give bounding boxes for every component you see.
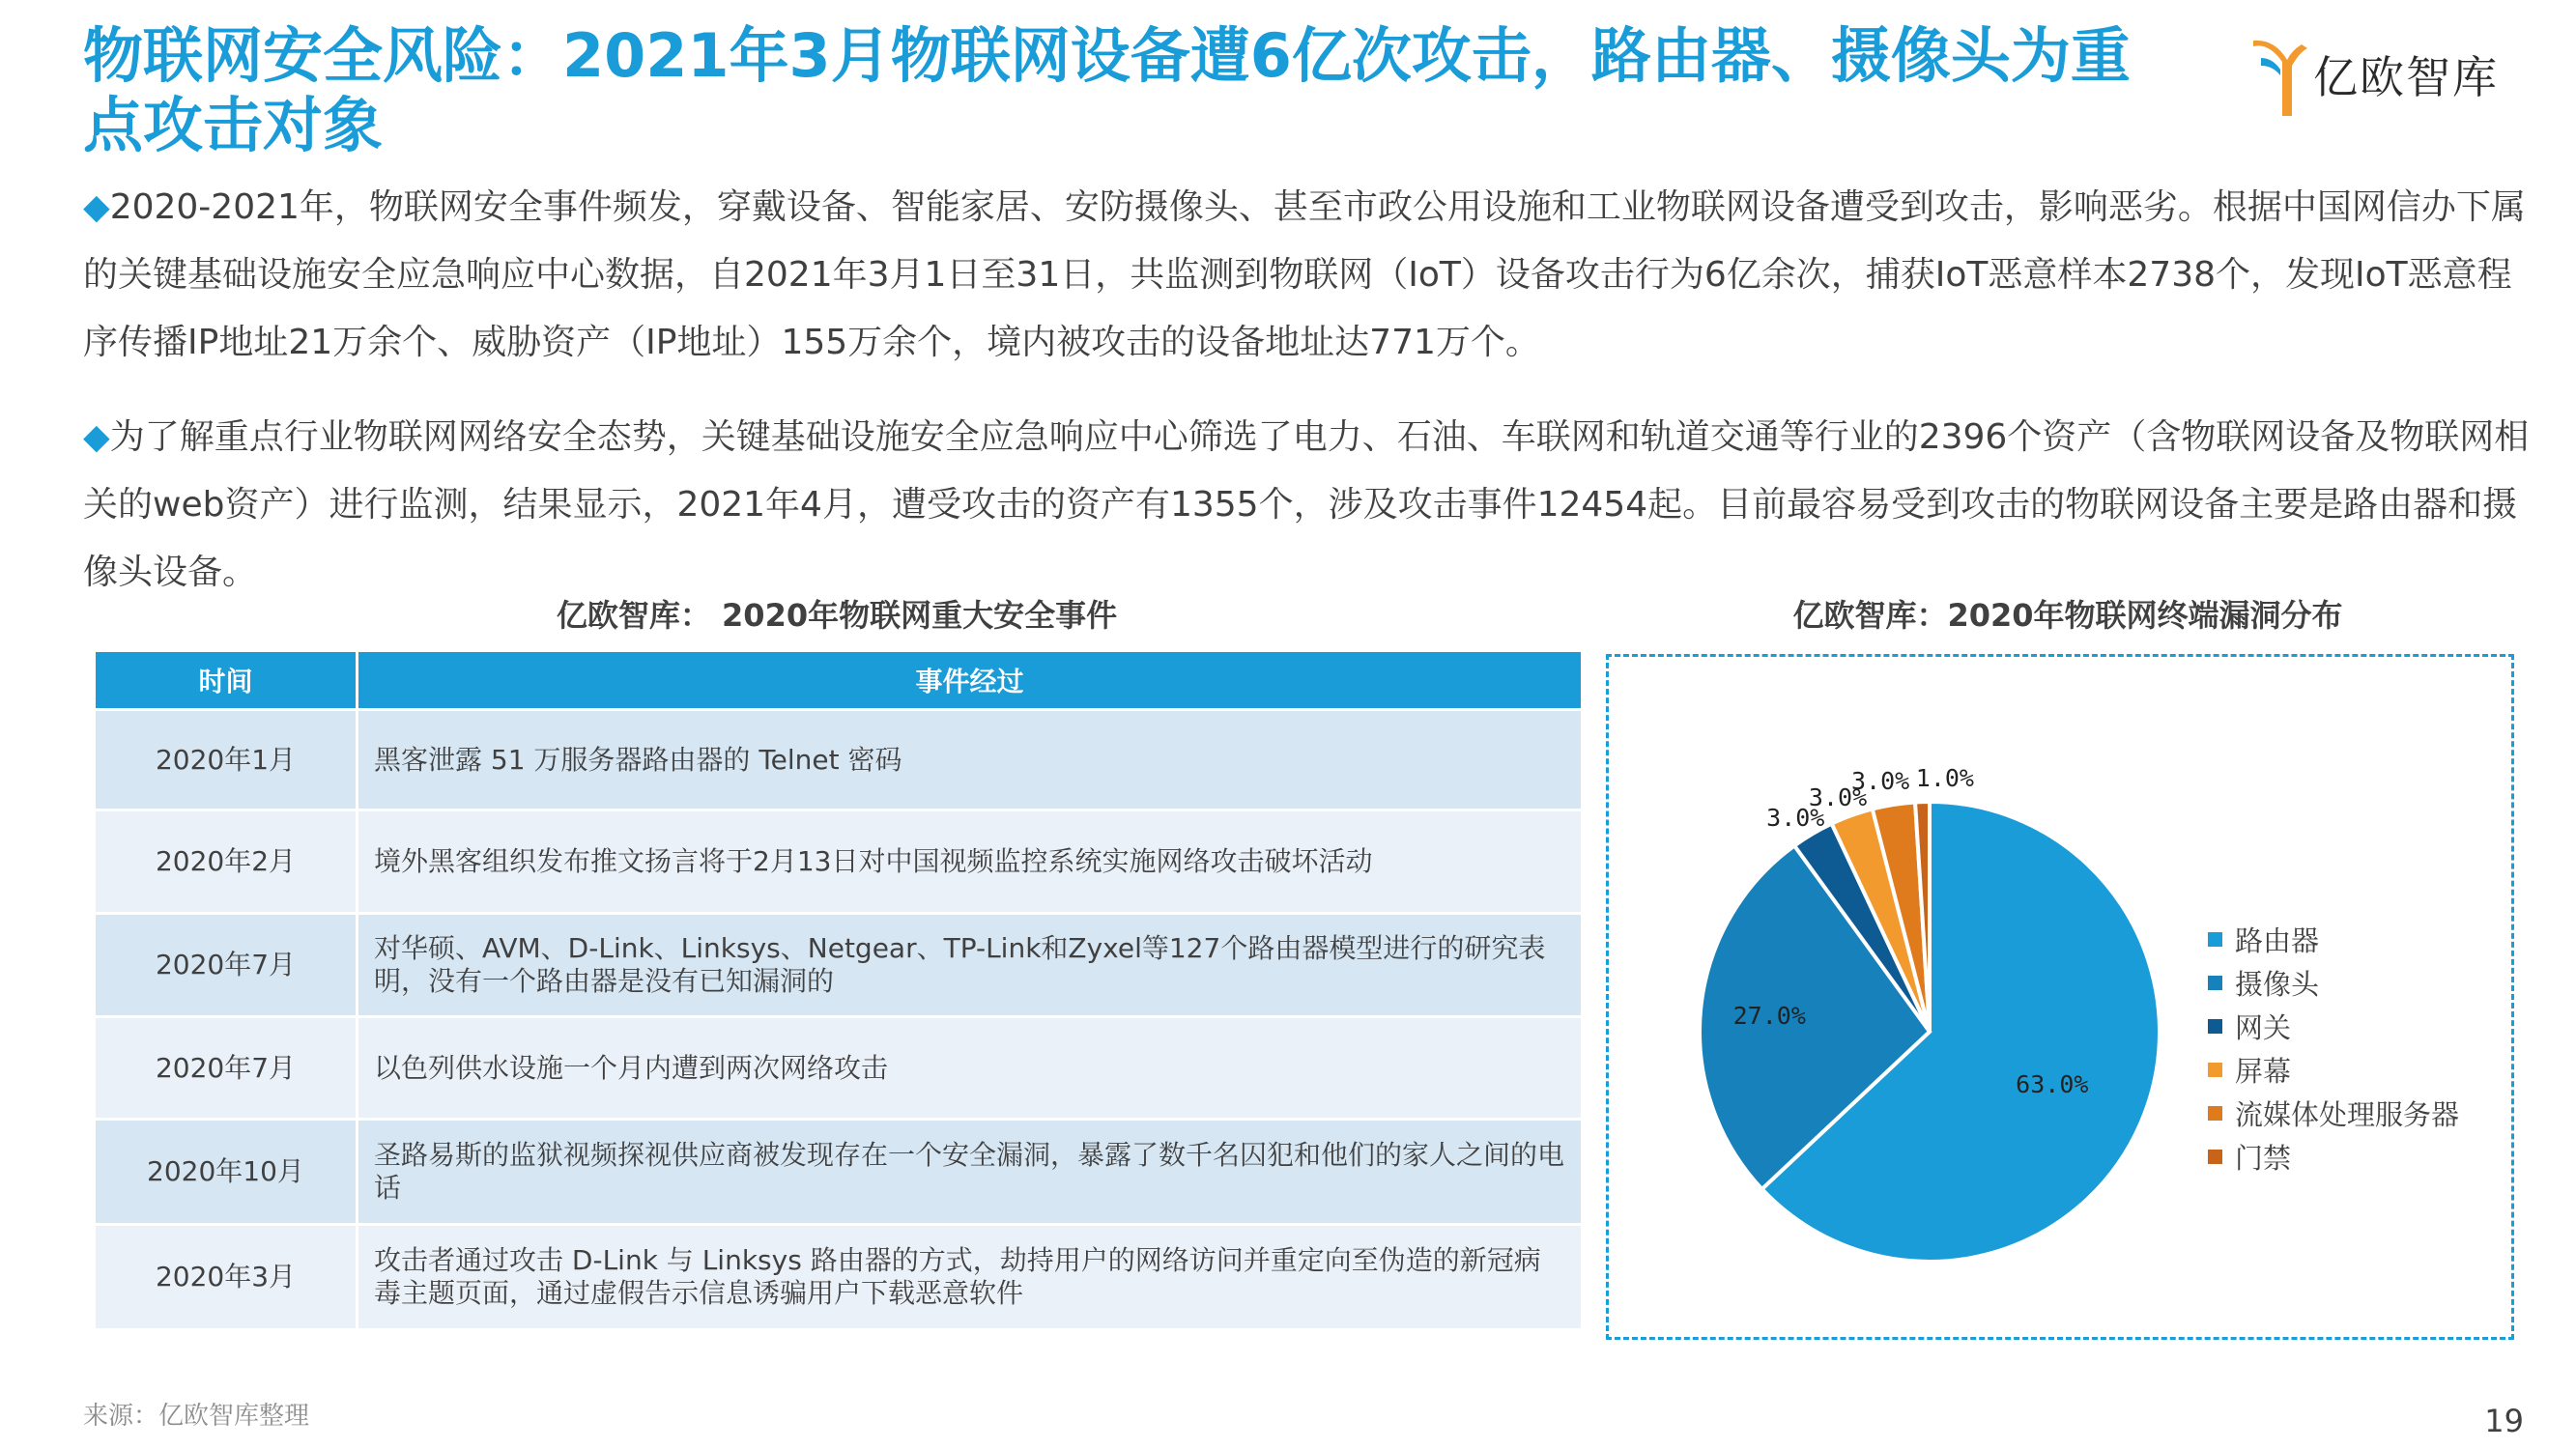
header-event: 事件经过 <box>358 651 1583 710</box>
legend-item <box>2208 1092 2459 1135</box>
table-row <box>95 1120 1583 1225</box>
time-cell: 2020年3月 <box>95 1225 358 1330</box>
event-cell: 以色列供水设施一个月内遭到两次网络攻击 <box>358 1017 1583 1120</box>
paragraph-2 <box>83 404 2537 607</box>
pie-value-label: 3.0% <box>1766 803 1825 832</box>
table-caption: 亿欧智库： 2020年物联网重大安全事件 <box>556 597 1118 634</box>
time-cell: 2020年7月 <box>95 1017 358 1120</box>
brand-logo <box>2251 37 2541 124</box>
page-title: 物联网安全风险：2021年3月物联网设备遭6亿次攻击，路由器、摄像头为重点攻击对象 <box>83 20 2131 160</box>
event-cell: 黑客泄露 51 万服务器路由器的 Telnet 密码 <box>358 710 1583 810</box>
paragraph-1 <box>83 174 2537 377</box>
logo-text: 亿欧智库 <box>2313 51 2499 103</box>
event-cell: 对华硕、AVM、D-Link、Linksys、Netgear、TP-Link和Zyxel等127个路由器模型进行的研究表明，没有一个路由器是没有已知漏洞的 <box>358 914 1583 1017</box>
table-header-row <box>95 651 1583 710</box>
bullet-diamond-icon: ◆ <box>83 187 110 227</box>
event-cell: 圣路易斯的监狱视频探视供应商被发现存在一个安全漏洞，暴露了数千名囚犯和他们的家人之间的电话 <box>358 1120 1583 1225</box>
pie-value-label: 63.0% <box>2016 1069 2089 1098</box>
table-row <box>95 1017 1583 1120</box>
legend-label: 摄像头 <box>2235 968 2320 1001</box>
pie-value-label: 3.0% <box>1851 767 1910 796</box>
event-cell: 攻击者通过攻击 D-Link 与 Linksys 路由器的方式，劫持用户的网络访问并重定向至伪造的新冠病毒主题页面，通过虚假告示信息诱骗用户下载恶意软件 <box>358 1225 1583 1330</box>
legend-item <box>2208 918 2459 961</box>
pie-chart-title: 亿欧智库：2020年物联网终端漏洞分布 <box>1792 597 2343 634</box>
legend-label: 门禁 <box>2235 1142 2292 1175</box>
pie-value-label: 3.0% <box>1808 783 1868 812</box>
table-row <box>95 710 1583 810</box>
table-row <box>95 1225 1583 1330</box>
legend-swatch <box>2208 1106 2222 1121</box>
legend-label: 网关 <box>2235 1011 2292 1044</box>
header-time: 时间 <box>95 651 358 710</box>
paragraph-2-text: 为了解重点行业物联网网络安全态势，关键基础设施安全应急响应中心筛选了电力、石油、车联网和轨道交通等行业的2396个资产（含物联网设备及物联网相关的web资产）进行监测，结果显示，2021年4月，遭受攻击的资产有1355个，涉及攻击事件12454起。目前最容易受到攻击的物联网设备主要是路由器和摄像头设备。 <box>83 417 2530 592</box>
time-cell: 2020年10月 <box>95 1120 358 1225</box>
legend-item <box>2208 1048 2459 1092</box>
paragraph-1-text: 2020-2021年，物联网安全事件频发，穿戴设备、智能家居、安防摄像头、甚至市政公用设施和工业物联网设备遭受到攻击，影响恶劣。根据中国网信办下属的关键基础设施安全应急响应中心数据，自2021年3月1日至31日，共监测到物联网（IoT）设备攻击行为6亿余次，捕获IoT恶意样本2738个，发现IoT恶意程序传播IP地址21万余个、威胁资产（IP地址）155万余个，境内被攻击的设备地址达771万个。 <box>83 187 2526 362</box>
security-events-table <box>93 649 1584 1331</box>
legend-label: 路由器 <box>2235 924 2320 957</box>
table-row <box>95 914 1583 1017</box>
legend-swatch <box>2208 1019 2222 1034</box>
table-row <box>95 810 1583 914</box>
event-cell: 境外黑客组织发布推文扬言将于2月13日对中国视频监控系统实施网络攻击破坏活动 <box>358 810 1583 914</box>
legend-item <box>2208 961 2459 1005</box>
source-note: 来源：亿欧智库整理 <box>83 1402 310 1431</box>
pie-value-label: 1.0% <box>1915 764 1974 793</box>
pie-value-label: 27.0% <box>1732 1002 1806 1031</box>
pie-legend <box>2208 918 2459 1179</box>
legend-item <box>2208 1135 2459 1179</box>
legend-swatch <box>2208 1150 2222 1164</box>
legend-swatch <box>2208 976 2222 990</box>
yiou-logo-icon <box>2251 37 2309 120</box>
pie-chart-panel <box>1606 654 2514 1340</box>
legend-swatch <box>2208 1063 2222 1077</box>
legend-label: 屏幕 <box>2235 1055 2292 1088</box>
legend-item <box>2208 1005 2459 1048</box>
time-cell: 2020年1月 <box>95 710 358 810</box>
time-cell: 2020年2月 <box>95 810 358 914</box>
legend-swatch <box>2208 932 2222 947</box>
page-number: 19 <box>2484 1403 2524 1439</box>
legend-label: 流媒体处理服务器 <box>2235 1098 2460 1131</box>
bullet-diamond-icon: ◆ <box>83 417 110 457</box>
time-cell: 2020年7月 <box>95 914 358 1017</box>
